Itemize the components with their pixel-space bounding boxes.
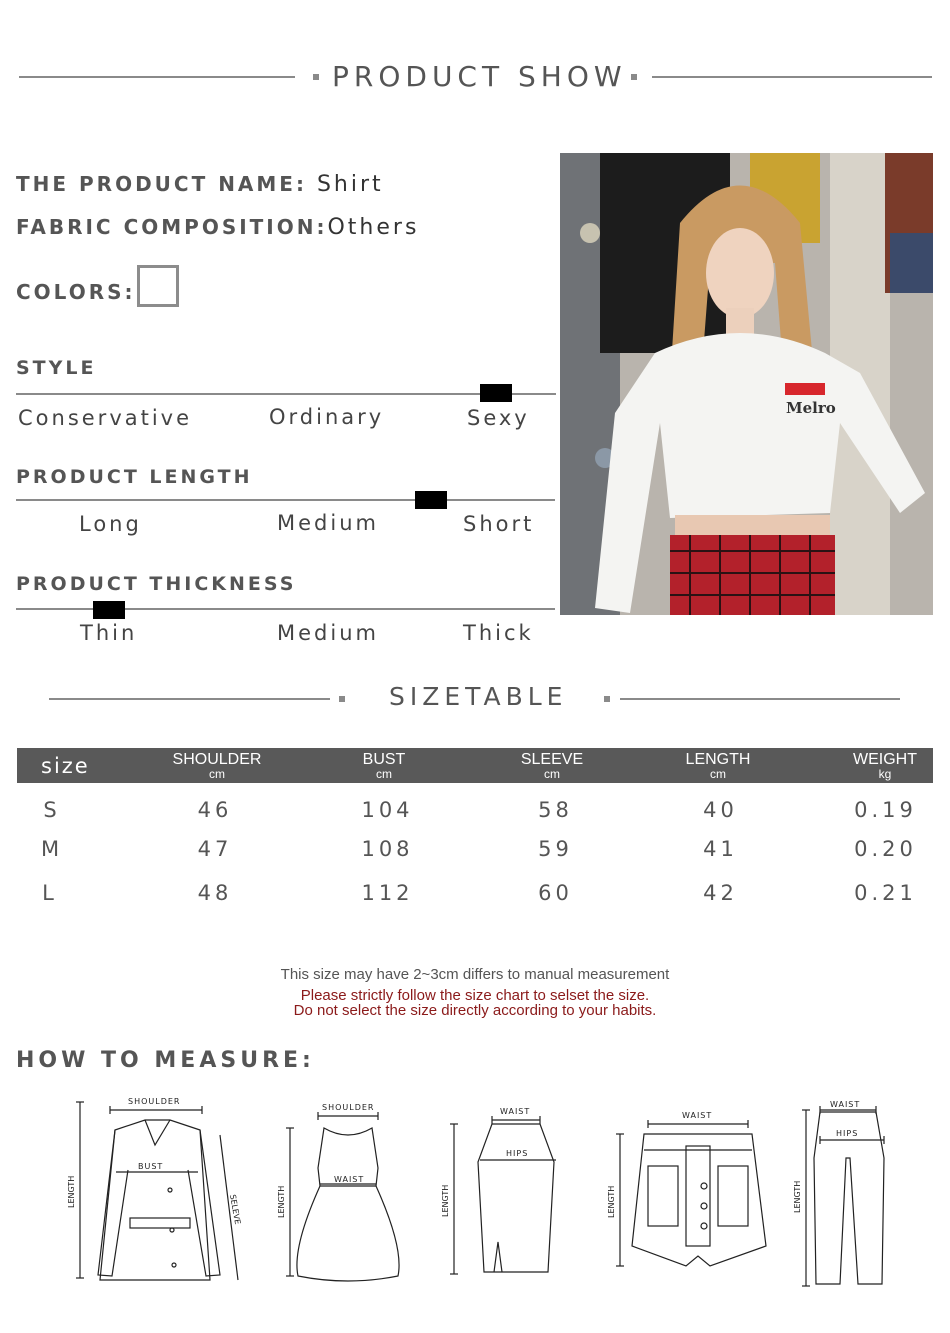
skirt-waist-label: WAIST <box>500 1107 531 1116</box>
dress-measure-diagram <box>272 1098 422 1288</box>
product-photo <box>560 153 933 615</box>
sizetable-title: SIZETABLE <box>389 682 568 711</box>
bust-cell: 104 <box>361 798 414 822</box>
header-dot-left <box>313 74 319 80</box>
product-photo-illustration <box>560 153 933 615</box>
trousers-waist-label: WAIST <box>830 1100 861 1109</box>
trousers-length-label: LENGTH <box>793 1180 802 1213</box>
shoulder-label: SHOULDER <box>128 1097 181 1106</box>
length-cell: 42 <box>703 881 738 905</box>
sleeve-cell: 59 <box>538 837 573 861</box>
bust-label: BUST <box>138 1162 164 1171</box>
shirt-print-text: Melro <box>786 399 836 417</box>
size-table-header <box>17 748 933 783</box>
sizetable-line-left <box>49 698 330 700</box>
thickness-option-thin: Thin <box>80 621 138 645</box>
column-header-length <box>670 752 766 780</box>
length-title: PRODUCT LENGTH <box>16 466 253 488</box>
size-chart-warning: Please strictly follow the size chart to selset the size. <box>300 987 650 1004</box>
shoulder-cell: 48 <box>197 881 233 905</box>
dress-waist-label: WAIST <box>334 1175 365 1184</box>
size-cell: L <box>42 881 58 905</box>
product-name-label: THE PRODUCT NAME: <box>16 172 307 196</box>
column-header-shoulder <box>157 752 277 780</box>
measurement-note: This size may have 2~3cm differs to manual measurement <box>280 966 670 983</box>
style-option-conservative: Conservative <box>18 406 193 430</box>
colors-label: COLORS: <box>16 280 136 304</box>
shoulder-header-label: SHOULDER <box>172 751 262 768</box>
column-header-weight <box>837 752 933 780</box>
style-option-ordinary: Ordinary <box>269 405 385 429</box>
skirt-hips-label: HIPS <box>506 1149 529 1158</box>
header-line-right <box>652 76 932 78</box>
length-label: LENGTH <box>67 1175 76 1208</box>
weight-cell: 0.19 <box>854 798 917 822</box>
weight-header-unit: kg <box>878 767 892 781</box>
shorts-waist-label: WAIST <box>682 1111 713 1120</box>
shorts-length-label: LENGTH <box>607 1185 616 1218</box>
skirt-length-label: LENGTH <box>441 1184 450 1217</box>
sizetable-dot-right <box>604 696 610 702</box>
header-line-left <box>19 76 295 78</box>
column-header-bust <box>337 752 431 780</box>
length-header-unit: cm <box>710 767 726 781</box>
style-scale-line <box>16 393 556 395</box>
style-option-sexy: Sexy <box>467 406 530 430</box>
dress-length-label: LENGTH <box>277 1185 286 1218</box>
fabric-value: Others <box>327 215 420 240</box>
sleeve-cell: 58 <box>538 798 573 822</box>
thickness-option-thick: Thick <box>463 621 534 645</box>
length-cell: 41 <box>703 837 738 861</box>
sleeve-header-label: SLEEVE <box>520 751 584 768</box>
column-header-sleeve <box>505 752 599 780</box>
fabric-label: FABRIC COMPOSITION: <box>16 215 328 239</box>
weight-cell: 0.21 <box>854 881 917 905</box>
thickness-scale-marker[interactable] <box>93 601 125 619</box>
length-option-medium: Medium <box>277 511 379 535</box>
length-scale-line <box>16 499 555 501</box>
length-cell: 40 <box>703 798 738 822</box>
style-title: STYLE <box>16 357 97 379</box>
product-name-row <box>16 172 384 197</box>
bust-cell: 108 <box>361 837 414 861</box>
sizetable-dot-left <box>339 696 345 702</box>
skirt-measure-diagram <box>436 1102 566 1282</box>
shorts-measure-diagram <box>600 1106 780 1276</box>
size-column-header: size <box>41 754 90 778</box>
length-option-long: Long <box>79 512 142 536</box>
habit-warning: Do not select the size directly according to your habits. <box>293 1002 657 1019</box>
size-cell: M <box>40 837 64 861</box>
dress-shoulder-label: SHOULDER <box>322 1103 375 1112</box>
trousers-measure-diagram <box>790 1098 900 1293</box>
sizetable-line-right <box>620 698 900 700</box>
shirt-measure-diagram <box>60 1090 250 1290</box>
length-header-label: LENGTH <box>685 751 751 768</box>
fabric-row <box>16 215 419 240</box>
how-to-measure-title: HOW TO MEASURE: <box>16 1048 315 1073</box>
weight-header-label: WEIGHT <box>853 751 917 768</box>
page-title: PRODUCT SHOW <box>332 60 627 93</box>
style-scale-marker[interactable] <box>480 384 512 402</box>
product-name-value: Shirt <box>316 172 384 197</box>
weight-cell: 0.20 <box>854 837 917 861</box>
thickness-title: PRODUCT THICKNESS <box>16 573 297 595</box>
sleeve-label: SELEVE <box>228 1193 243 1226</box>
thickness-option-medium: Medium <box>277 621 379 645</box>
color-swatch[interactable] <box>137 265 179 307</box>
length-option-short: Short <box>463 512 535 536</box>
bust-header-unit: cm <box>376 767 392 781</box>
shoulder-cell: 47 <box>197 837 233 861</box>
sleeve-cell: 60 <box>538 881 573 905</box>
shoulder-cell: 46 <box>197 798 233 822</box>
size-cell: S <box>43 798 61 822</box>
trousers-hips-label: HIPS <box>836 1129 859 1138</box>
bust-header-label: BUST <box>362 751 406 768</box>
bust-cell: 112 <box>361 881 414 905</box>
header-dot-right <box>631 74 637 80</box>
sleeve-header-unit: cm <box>544 767 560 781</box>
length-scale-marker[interactable] <box>415 491 447 509</box>
shoulder-header-unit: cm <box>209 767 225 781</box>
